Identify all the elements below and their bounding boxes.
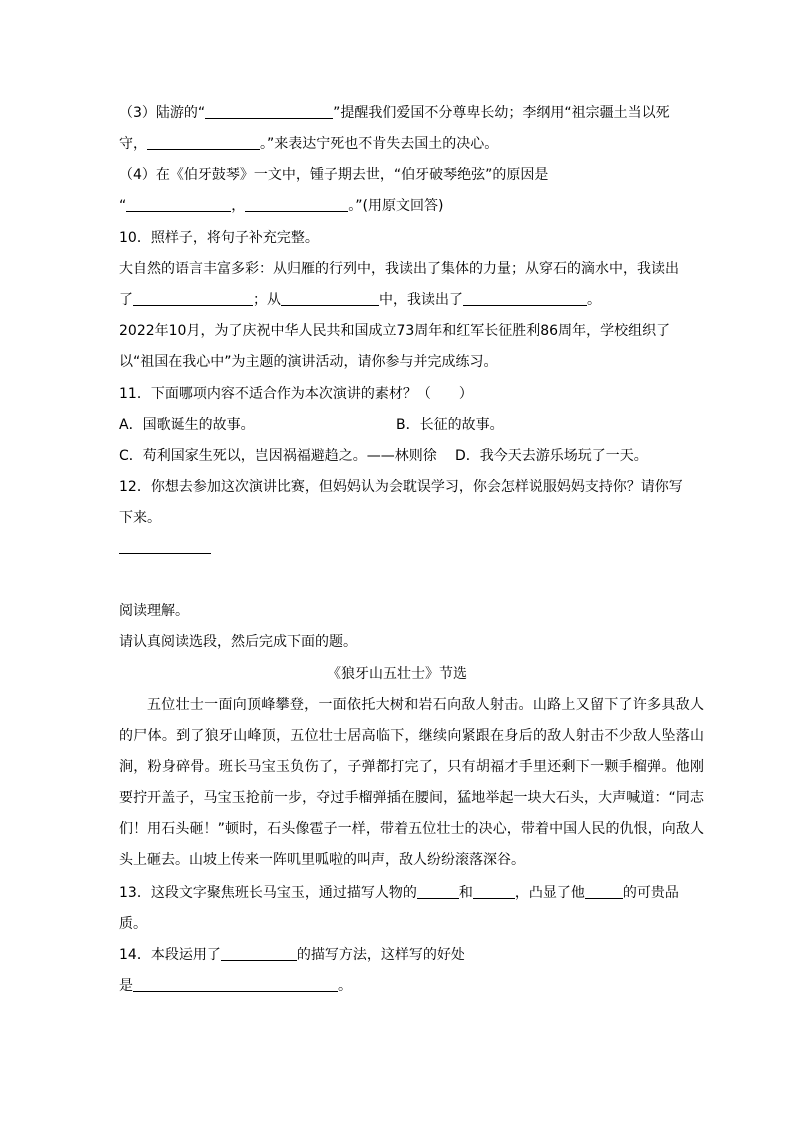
q10-text-d: 。 <box>587 292 601 308</box>
q4-text-c: ， <box>231 198 246 214</box>
q4-line-1 <box>119 165 548 185</box>
q3-blank-1[interactable] <box>205 104 333 119</box>
q11-option-a[interactable]: A．国歌诞生的故事。 <box>119 417 255 433</box>
q13-line-1 <box>119 883 679 903</box>
reading-instruction: 请认真阅读选段，然后完成下面的题。 <box>119 634 357 650</box>
intro-line-1: 2022年10月，为了庆祝中华人民共和国成立73周年和红军长征胜利86周年，学校组织了 <box>119 323 671 339</box>
q13-blank-2[interactable] <box>473 884 515 899</box>
q3-line-2 <box>119 134 498 154</box>
q13-text-d: 的可贵品 <box>622 885 679 901</box>
q10-line-blanks <box>119 290 601 310</box>
q10-blank-3[interactable] <box>463 291 587 306</box>
q14-blank-2[interactable] <box>133 977 338 992</box>
q10-blank-1[interactable] <box>133 291 253 306</box>
reading-label: 阅读理解。 <box>119 603 189 619</box>
q13-blank-1[interactable] <box>417 884 459 899</box>
q11-title: 11．下面哪项内容不适合作为本次演讲的素材？（ ） <box>119 386 473 402</box>
q14-text-d: 。 <box>338 978 352 994</box>
q4-text-b: “ <box>119 198 127 214</box>
q10-text-a: 了 <box>119 292 133 308</box>
q11-option-c[interactable]: C．苟利国家生死以，岂因祸福避趋之。——林则徐 <box>119 448 437 464</box>
q4-blank-2[interactable] <box>245 197 348 212</box>
q3-line-1 <box>119 103 670 123</box>
q11-option-d[interactable]: D．我今天去游乐场玩了一天。 <box>455 448 648 464</box>
q13-line-2: 质。 <box>119 916 147 932</box>
q12-line-2: 下来。 <box>119 510 161 526</box>
q14-text-c: 是 <box>119 978 133 994</box>
q4-blank-1[interactable] <box>126 197 231 212</box>
q14-line-2 <box>119 976 352 996</box>
q10-example: 大自然的语言丰富多彩：从归雁的行列中，我读出了集体的力量；从穿石的滴水中，我读出 <box>119 261 679 277</box>
q14-line-1 <box>119 945 465 965</box>
q4-text-a: （4）在《伯牙鼓琴》一文中，锺子期去世，“伯牙破琴绝弦”的原因是 <box>119 167 549 183</box>
q14-text-b: 的描写方法，这样写的好处 <box>296 947 465 963</box>
q4-text-d: 。”(用原文回答) <box>348 198 444 214</box>
q13-text-a: 13．这段文字聚焦班长马宝玉，通过描写人物的 <box>119 885 417 901</box>
passage-title: 《狼牙山五壮士》节选 <box>327 666 467 682</box>
q3-text-b: ”提醒我们爱国不分尊卑长幼；李纲用“祖宗疆土当以死 <box>333 105 670 121</box>
q3-blank-2[interactable] <box>147 135 260 150</box>
q13-text-b: 和 <box>458 885 473 901</box>
q11-option-b[interactable]: B．长征的故事。 <box>396 417 504 433</box>
q14-text-a: 14．本段运用了 <box>119 947 221 963</box>
q13-blank-3[interactable] <box>585 884 623 899</box>
q10-title: 10．照样子，将句子补充完整。 <box>119 230 319 246</box>
q3-text-a: （3）陆游的“ <box>119 105 206 121</box>
q10-text-c: 中，我读出了 <box>379 292 463 308</box>
q10-blank-2[interactable] <box>281 291 379 306</box>
q3-text-d: 。”来表达宁死也不肯失去国土的决心。 <box>260 136 499 152</box>
q3-text-c: 守， <box>119 136 147 152</box>
passage-text: 五位壮士一面向顶峰攀登，一面依托大树和岩石向敌人射击。山路上又留下了许多具敌人的尸体。到了狼牙山峰顶，五位壮士居高临下，继续向紧跟在身后的敌人射击不少敌人坠落山涧，粉身碎骨。班长马宝玉负伤了，子弹都打完了，只有胡福才手里还剩下一颗手榴弹。他刚要拧开盖子，马宝玉抢前一步，夺过手榴弹插在腰间，猛地举起一块大石头，大声喊道：“同志们！用石头砸！”顿时，石头像雹子一样，带着五位壮士的决心，带着中国人民的仇恨，向敌人头上砸去。山坡上传来一阵叽里呱啦的叫声，敌人纷纷滚落深谷。 <box>119 697 704 868</box>
intro-line-2: 以“祖国在我心中”为主题的演讲活动，请你参与并完成练习。 <box>119 354 498 370</box>
q4-line-2 <box>119 196 443 216</box>
q12-line-1: 12．你想去参加这次演讲比赛，但妈妈认为会耽误学习，你会怎样说服妈妈支持你？请你写 <box>119 479 683 495</box>
q13-text-c: ，凸显了他 <box>514 885 585 901</box>
q10-text-b: ；从 <box>253 292 281 308</box>
q12-answer-line[interactable] <box>119 553 211 554</box>
q14-blank-1[interactable] <box>221 946 297 961</box>
